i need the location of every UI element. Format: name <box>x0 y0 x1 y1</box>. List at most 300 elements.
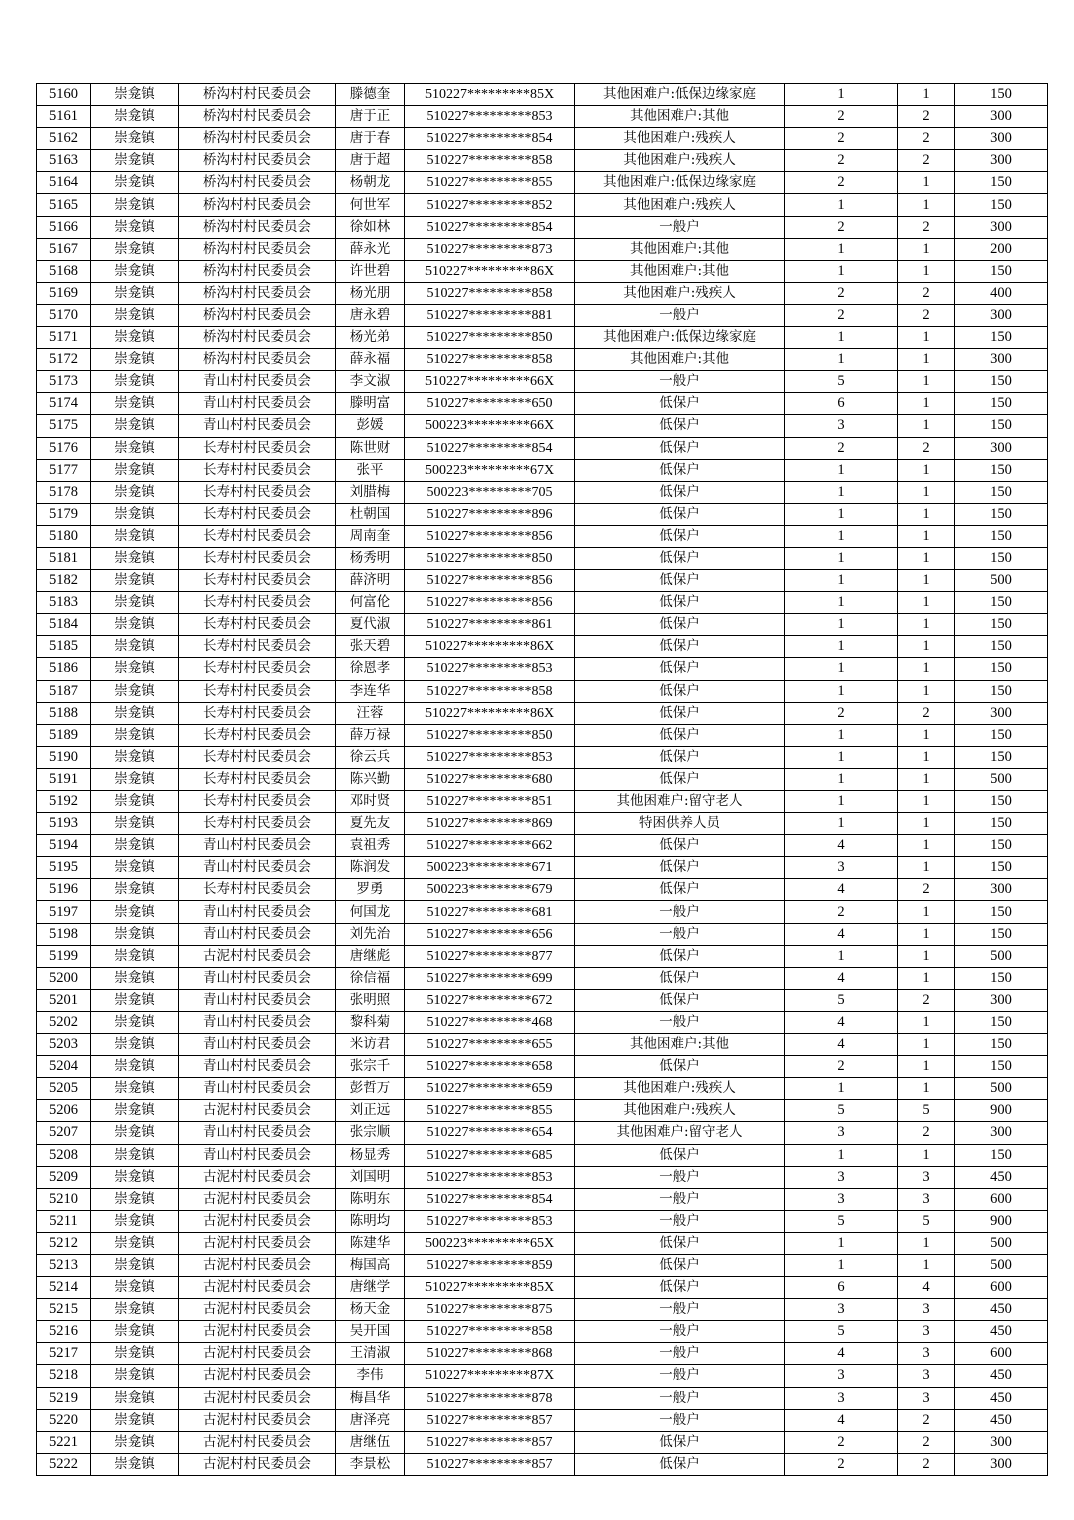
town-cell: 崇龛镇 <box>91 84 179 106</box>
household-size-cell: 1 <box>785 327 898 349</box>
household-type-cell: 低保户 <box>575 1056 785 1078</box>
household-type-cell: 低保户 <box>575 636 785 658</box>
household-type-cell: 其他困难户:其他 <box>575 349 785 371</box>
amount-cell: 900 <box>955 1210 1048 1232</box>
id-number-cell: 510227*********662 <box>405 835 575 857</box>
subsidized-count-cell: 1 <box>898 503 955 525</box>
subsidized-count-cell: 5 <box>898 1100 955 1122</box>
amount-cell: 150 <box>955 503 1048 525</box>
id-number-cell: 510227*********85X <box>405 84 575 106</box>
town-cell: 崇龛镇 <box>91 481 179 503</box>
name-cell: 邓时贤 <box>336 791 405 813</box>
id-number-cell: 510227*********881 <box>405 304 575 326</box>
name-cell: 刘国明 <box>336 1166 405 1188</box>
table-row <box>37 282 1048 304</box>
name-cell: 张天碧 <box>336 636 405 658</box>
subsidized-count-cell: 1 <box>898 238 955 260</box>
name-cell: 张宗千 <box>336 1056 405 1078</box>
subsidized-count-cell: 1 <box>898 172 955 194</box>
household-size-cell: 6 <box>785 1277 898 1299</box>
household-type-cell: 低保户 <box>575 1254 785 1276</box>
subsidized-count-cell: 1 <box>898 1011 955 1033</box>
household-size-cell: 3 <box>785 1387 898 1409</box>
household-size-cell: 1 <box>785 84 898 106</box>
serial-cell: 5184 <box>37 614 91 636</box>
village-committee-cell: 长寿村村民委员会 <box>179 702 336 724</box>
name-cell: 杨秀明 <box>336 547 405 569</box>
serial-cell: 5204 <box>37 1056 91 1078</box>
subsidized-count-cell: 3 <box>898 1365 955 1387</box>
town-cell: 崇龛镇 <box>91 1453 179 1475</box>
village-committee-cell: 古泥村村民委员会 <box>179 1277 336 1299</box>
table-row <box>37 150 1048 172</box>
subsidized-count-cell: 1 <box>898 791 955 813</box>
household-size-cell: 6 <box>785 393 898 415</box>
household-size-cell: 2 <box>785 1453 898 1475</box>
amount-cell: 150 <box>955 967 1048 989</box>
household-size-cell: 4 <box>785 835 898 857</box>
household-type-cell: 低保户 <box>575 680 785 702</box>
serial-cell: 5190 <box>37 746 91 768</box>
household-size-cell: 2 <box>785 106 898 128</box>
village-committee-cell: 古泥村村民委员会 <box>179 1431 336 1453</box>
table-row <box>37 525 1048 547</box>
town-cell: 崇龛镇 <box>91 945 179 967</box>
name-cell: 唐于正 <box>336 106 405 128</box>
subsidized-count-cell: 2 <box>898 1431 955 1453</box>
town-cell: 崇龛镇 <box>91 459 179 481</box>
amount-cell: 150 <box>955 525 1048 547</box>
village-committee-cell: 长寿村村民委员会 <box>179 570 336 592</box>
id-number-cell: 510227*********854 <box>405 128 575 150</box>
household-size-cell: 1 <box>785 680 898 702</box>
subsidized-count-cell: 1 <box>898 327 955 349</box>
village-committee-cell: 古泥村村民委员会 <box>179 1409 336 1431</box>
serial-cell: 5177 <box>37 459 91 481</box>
village-committee-cell: 青山村村民委员会 <box>179 1078 336 1100</box>
table-row <box>37 901 1048 923</box>
subsidized-count-cell: 2 <box>898 128 955 150</box>
serial-cell: 5222 <box>37 1453 91 1475</box>
amount-cell: 300 <box>955 989 1048 1011</box>
household-type-cell: 低保户 <box>575 989 785 1011</box>
subsidized-count-cell: 1 <box>898 835 955 857</box>
amount-cell: 150 <box>955 724 1048 746</box>
household-size-cell: 1 <box>785 592 898 614</box>
household-size-cell: 1 <box>785 525 898 547</box>
table-row <box>37 989 1048 1011</box>
amount-cell: 150 <box>955 393 1048 415</box>
serial-cell: 5199 <box>37 945 91 967</box>
household-size-cell: 1 <box>785 636 898 658</box>
name-cell: 徐如林 <box>336 216 405 238</box>
id-number-cell: 510227*********853 <box>405 106 575 128</box>
amount-cell: 300 <box>955 1431 1048 1453</box>
table-row <box>37 1166 1048 1188</box>
household-type-cell: 低保户 <box>575 857 785 879</box>
subsidized-count-cell: 2 <box>898 106 955 128</box>
name-cell: 夏代淑 <box>336 614 405 636</box>
table-row <box>37 304 1048 326</box>
household-size-cell: 1 <box>785 503 898 525</box>
amount-cell: 500 <box>955 768 1048 790</box>
household-size-cell: 3 <box>785 1166 898 1188</box>
serial-cell: 5217 <box>37 1343 91 1365</box>
town-cell: 崇龛镇 <box>91 1034 179 1056</box>
subsidized-count-cell: 1 <box>898 570 955 592</box>
serial-cell: 5202 <box>37 1011 91 1033</box>
household-type-cell: 低保户 <box>575 503 785 525</box>
name-cell: 梅昌华 <box>336 1387 405 1409</box>
town-cell: 崇龛镇 <box>91 525 179 547</box>
household-type-cell: 一般户 <box>575 216 785 238</box>
amount-cell: 150 <box>955 1011 1048 1033</box>
serial-cell: 5174 <box>37 393 91 415</box>
table-row <box>37 1277 1048 1299</box>
household-type-cell: 其他困难户:其他 <box>575 260 785 282</box>
subsidized-count-cell: 2 <box>898 282 955 304</box>
town-cell: 崇龛镇 <box>91 702 179 724</box>
table-row <box>37 393 1048 415</box>
id-number-cell: 510227*********853 <box>405 658 575 680</box>
amount-cell: 600 <box>955 1277 1048 1299</box>
town-cell: 崇龛镇 <box>91 1232 179 1254</box>
subsidized-count-cell: 1 <box>898 636 955 658</box>
name-cell: 杨显秀 <box>336 1144 405 1166</box>
household-size-cell: 1 <box>785 658 898 680</box>
household-size-cell: 2 <box>785 702 898 724</box>
household-type-cell: 其他困难户:低保边缘家庭 <box>575 84 785 106</box>
subsidized-count-cell: 1 <box>898 658 955 680</box>
serial-cell: 5213 <box>37 1254 91 1276</box>
town-cell: 崇龛镇 <box>91 1409 179 1431</box>
name-cell: 彭哲万 <box>336 1078 405 1100</box>
subsidized-count-cell: 1 <box>898 393 955 415</box>
household-size-cell: 2 <box>785 172 898 194</box>
serial-cell: 5214 <box>37 1277 91 1299</box>
serial-cell: 5216 <box>37 1321 91 1343</box>
household-type-cell: 低保户 <box>575 724 785 746</box>
subsidized-count-cell: 2 <box>898 150 955 172</box>
village-committee-cell: 桥沟村村民委员会 <box>179 84 336 106</box>
household-type-cell: 一般户 <box>575 1011 785 1033</box>
subsidy-roster-table <box>36 83 1048 1476</box>
table-row <box>37 1254 1048 1276</box>
amount-cell: 600 <box>955 1343 1048 1365</box>
village-committee-cell: 古泥村村民委员会 <box>179 1188 336 1210</box>
table-row <box>37 570 1048 592</box>
serial-cell: 5161 <box>37 106 91 128</box>
town-cell: 崇龛镇 <box>91 172 179 194</box>
serial-cell: 5169 <box>37 282 91 304</box>
household-type-cell: 一般户 <box>575 371 785 393</box>
table-row <box>37 260 1048 282</box>
household-size-cell: 4 <box>785 1011 898 1033</box>
amount-cell: 300 <box>955 702 1048 724</box>
household-size-cell: 1 <box>785 1078 898 1100</box>
household-type-cell: 低保户 <box>575 437 785 459</box>
name-cell: 张宗顺 <box>336 1122 405 1144</box>
serial-cell: 5170 <box>37 304 91 326</box>
household-type-cell: 一般户 <box>575 1365 785 1387</box>
subsidized-count-cell: 1 <box>898 680 955 702</box>
subsidized-count-cell: 1 <box>898 592 955 614</box>
serial-cell: 5209 <box>37 1166 91 1188</box>
amount-cell: 150 <box>955 84 1048 106</box>
id-number-cell: 510227*********854 <box>405 216 575 238</box>
amount-cell: 150 <box>955 260 1048 282</box>
household-size-cell: 2 <box>785 901 898 923</box>
village-committee-cell: 桥沟村村民委员会 <box>179 150 336 172</box>
town-cell: 崇龛镇 <box>91 503 179 525</box>
id-number-cell: 510227*********680 <box>405 768 575 790</box>
table-row <box>37 1210 1048 1232</box>
id-number-cell: 510227*********850 <box>405 327 575 349</box>
amount-cell: 450 <box>955 1409 1048 1431</box>
town-cell: 崇龛镇 <box>91 1166 179 1188</box>
town-cell: 崇龛镇 <box>91 128 179 150</box>
household-type-cell: 低保户 <box>575 702 785 724</box>
household-type-cell: 低保户 <box>575 746 785 768</box>
name-cell: 夏先友 <box>336 813 405 835</box>
town-cell: 崇龛镇 <box>91 106 179 128</box>
town-cell: 崇龛镇 <box>91 813 179 835</box>
amount-cell: 450 <box>955 1387 1048 1409</box>
household-size-cell: 1 <box>785 459 898 481</box>
subsidized-count-cell: 1 <box>898 260 955 282</box>
village-committee-cell: 长寿村村民委员会 <box>179 503 336 525</box>
amount-cell: 300 <box>955 128 1048 150</box>
table-row <box>37 349 1048 371</box>
village-committee-cell: 桥沟村村民委员会 <box>179 304 336 326</box>
name-cell: 彭媛 <box>336 415 405 437</box>
village-committee-cell: 古泥村村民委员会 <box>179 1210 336 1232</box>
town-cell: 崇龛镇 <box>91 857 179 879</box>
town-cell: 崇龛镇 <box>91 1343 179 1365</box>
name-cell: 杨天金 <box>336 1299 405 1321</box>
town-cell: 崇龛镇 <box>91 194 179 216</box>
id-number-cell: 510227*********851 <box>405 791 575 813</box>
subsidized-count-cell: 2 <box>898 437 955 459</box>
table-row <box>37 791 1048 813</box>
name-cell: 杨光朋 <box>336 282 405 304</box>
name-cell: 杜朝国 <box>336 503 405 525</box>
table-row <box>37 835 1048 857</box>
serial-cell: 5206 <box>37 1100 91 1122</box>
town-cell: 崇龛镇 <box>91 393 179 415</box>
name-cell: 张平 <box>336 459 405 481</box>
village-committee-cell: 青山村村民委员会 <box>179 1056 336 1078</box>
household-type-cell: 低保户 <box>575 658 785 680</box>
village-committee-cell: 长寿村村民委员会 <box>179 437 336 459</box>
serial-cell: 5195 <box>37 857 91 879</box>
serial-cell: 5185 <box>37 636 91 658</box>
serial-cell: 5221 <box>37 1431 91 1453</box>
id-number-cell: 510227*********86X <box>405 636 575 658</box>
id-number-cell: 510227*********858 <box>405 349 575 371</box>
town-cell: 崇龛镇 <box>91 879 179 901</box>
id-number-cell: 510227*********868 <box>405 1343 575 1365</box>
table-row <box>37 813 1048 835</box>
serial-cell: 5172 <box>37 349 91 371</box>
table-row <box>37 658 1048 680</box>
serial-cell: 5178 <box>37 481 91 503</box>
village-committee-cell: 青山村村民委员会 <box>179 1122 336 1144</box>
name-cell: 刘先治 <box>336 923 405 945</box>
name-cell: 徐信福 <box>336 967 405 989</box>
subsidized-count-cell: 1 <box>898 371 955 393</box>
household-size-cell: 5 <box>785 1210 898 1232</box>
household-type-cell: 其他困难户:其他 <box>575 1034 785 1056</box>
household-type-cell: 低保户 <box>575 459 785 481</box>
table-row <box>37 371 1048 393</box>
amount-cell: 400 <box>955 282 1048 304</box>
table-row <box>37 1100 1048 1122</box>
household-type-cell: 低保户 <box>575 415 785 437</box>
name-cell: 陈世财 <box>336 437 405 459</box>
amount-cell: 150 <box>955 614 1048 636</box>
town-cell: 崇龛镇 <box>91 1056 179 1078</box>
table-row <box>37 1122 1048 1144</box>
town-cell: 崇龛镇 <box>91 923 179 945</box>
amount-cell: 150 <box>955 835 1048 857</box>
village-committee-cell: 青山村村民委员会 <box>179 857 336 879</box>
town-cell: 崇龛镇 <box>91 1254 179 1276</box>
household-type-cell: 其他困难户:残疾人 <box>575 1078 785 1100</box>
serial-cell: 5160 <box>37 84 91 106</box>
town-cell: 崇龛镇 <box>91 1188 179 1210</box>
town-cell: 崇龛镇 <box>91 989 179 1011</box>
name-cell: 张明照 <box>336 989 405 1011</box>
id-number-cell: 510227*********86X <box>405 260 575 282</box>
amount-cell: 300 <box>955 216 1048 238</box>
town-cell: 崇龛镇 <box>91 680 179 702</box>
roster-body <box>37 84 1048 1476</box>
amount-cell: 300 <box>955 1453 1048 1475</box>
town-cell: 崇龛镇 <box>91 1365 179 1387</box>
village-committee-cell: 长寿村村民委员会 <box>179 680 336 702</box>
amount-cell: 300 <box>955 304 1048 326</box>
town-cell: 崇龛镇 <box>91 791 179 813</box>
serial-cell: 5173 <box>37 371 91 393</box>
id-number-cell: 510227*********655 <box>405 1034 575 1056</box>
subsidized-count-cell: 1 <box>898 1056 955 1078</box>
household-size-cell: 2 <box>785 282 898 304</box>
table-row <box>37 128 1048 150</box>
household-type-cell: 低保户 <box>575 1277 785 1299</box>
town-cell: 崇龛镇 <box>91 768 179 790</box>
id-number-cell: 510227*********468 <box>405 1011 575 1033</box>
household-size-cell: 1 <box>785 746 898 768</box>
town-cell: 崇龛镇 <box>91 901 179 923</box>
serial-cell: 5192 <box>37 791 91 813</box>
serial-cell: 5168 <box>37 260 91 282</box>
subsidized-count-cell: 1 <box>898 923 955 945</box>
name-cell: 徐恩孝 <box>336 658 405 680</box>
table-row <box>37 724 1048 746</box>
serial-cell: 5186 <box>37 658 91 680</box>
table-row <box>37 967 1048 989</box>
household-size-cell: 4 <box>785 923 898 945</box>
household-size-cell: 2 <box>785 216 898 238</box>
village-committee-cell: 桥沟村村民委员会 <box>179 238 336 260</box>
village-committee-cell: 古泥村村民委员会 <box>179 1343 336 1365</box>
village-committee-cell: 古泥村村民委员会 <box>179 1100 336 1122</box>
id-number-cell: 510227*********861 <box>405 614 575 636</box>
name-cell: 唐继伍 <box>336 1431 405 1453</box>
household-size-cell: 4 <box>785 1409 898 1431</box>
table-row <box>37 680 1048 702</box>
subsidized-count-cell: 1 <box>898 349 955 371</box>
household-type-cell: 一般户 <box>575 1210 785 1232</box>
id-number-cell: 510227*********877 <box>405 945 575 967</box>
town-cell: 崇龛镇 <box>91 1210 179 1232</box>
town-cell: 崇龛镇 <box>91 1387 179 1409</box>
amount-cell: 900 <box>955 1100 1048 1122</box>
subsidized-count-cell: 1 <box>898 525 955 547</box>
serial-cell: 5182 <box>37 570 91 592</box>
town-cell: 崇龛镇 <box>91 260 179 282</box>
household-size-cell: 1 <box>785 349 898 371</box>
amount-cell: 300 <box>955 437 1048 459</box>
village-committee-cell: 长寿村村民委员会 <box>179 879 336 901</box>
subsidized-count-cell: 3 <box>898 1166 955 1188</box>
id-number-cell: 510227*********858 <box>405 680 575 702</box>
name-cell: 杨光弟 <box>336 327 405 349</box>
village-committee-cell: 青山村村民委员会 <box>179 967 336 989</box>
table-row <box>37 1387 1048 1409</box>
town-cell: 崇龛镇 <box>91 216 179 238</box>
name-cell: 薛万禄 <box>336 724 405 746</box>
id-number-cell: 500223*********671 <box>405 857 575 879</box>
name-cell: 刘腊梅 <box>336 481 405 503</box>
amount-cell: 450 <box>955 1299 1048 1321</box>
id-number-cell: 510227*********852 <box>405 194 575 216</box>
town-cell: 崇龛镇 <box>91 1321 179 1343</box>
village-committee-cell: 古泥村村民委员会 <box>179 1166 336 1188</box>
name-cell: 李伟 <box>336 1365 405 1387</box>
village-committee-cell: 长寿村村民委员会 <box>179 768 336 790</box>
serial-cell: 5197 <box>37 901 91 923</box>
serial-cell: 5198 <box>37 923 91 945</box>
name-cell: 周南奎 <box>336 525 405 547</box>
serial-cell: 5175 <box>37 415 91 437</box>
id-number-cell: 510227*********681 <box>405 901 575 923</box>
household-type-cell: 一般户 <box>575 1166 785 1188</box>
household-size-cell: 2 <box>785 437 898 459</box>
table-row <box>37 746 1048 768</box>
subsidized-count-cell: 1 <box>898 415 955 437</box>
table-row <box>37 1299 1048 1321</box>
table-row <box>37 1232 1048 1254</box>
id-number-cell: 510227*********858 <box>405 150 575 172</box>
village-committee-cell: 古泥村村民委员会 <box>179 1453 336 1475</box>
name-cell: 袁祖秀 <box>336 835 405 857</box>
name-cell: 梅国高 <box>336 1254 405 1276</box>
table-row <box>37 1409 1048 1431</box>
village-committee-cell: 长寿村村民委员会 <box>179 636 336 658</box>
name-cell: 何国龙 <box>336 901 405 923</box>
household-type-cell: 低保户 <box>575 1453 785 1475</box>
village-committee-cell: 青山村村民委员会 <box>179 1144 336 1166</box>
name-cell: 薛永光 <box>336 238 405 260</box>
name-cell: 唐泽亮 <box>336 1409 405 1431</box>
name-cell: 唐继彪 <box>336 945 405 967</box>
table-row <box>37 879 1048 901</box>
household-size-cell: 1 <box>785 547 898 569</box>
household-size-cell: 3 <box>785 857 898 879</box>
serial-cell: 5201 <box>37 989 91 1011</box>
